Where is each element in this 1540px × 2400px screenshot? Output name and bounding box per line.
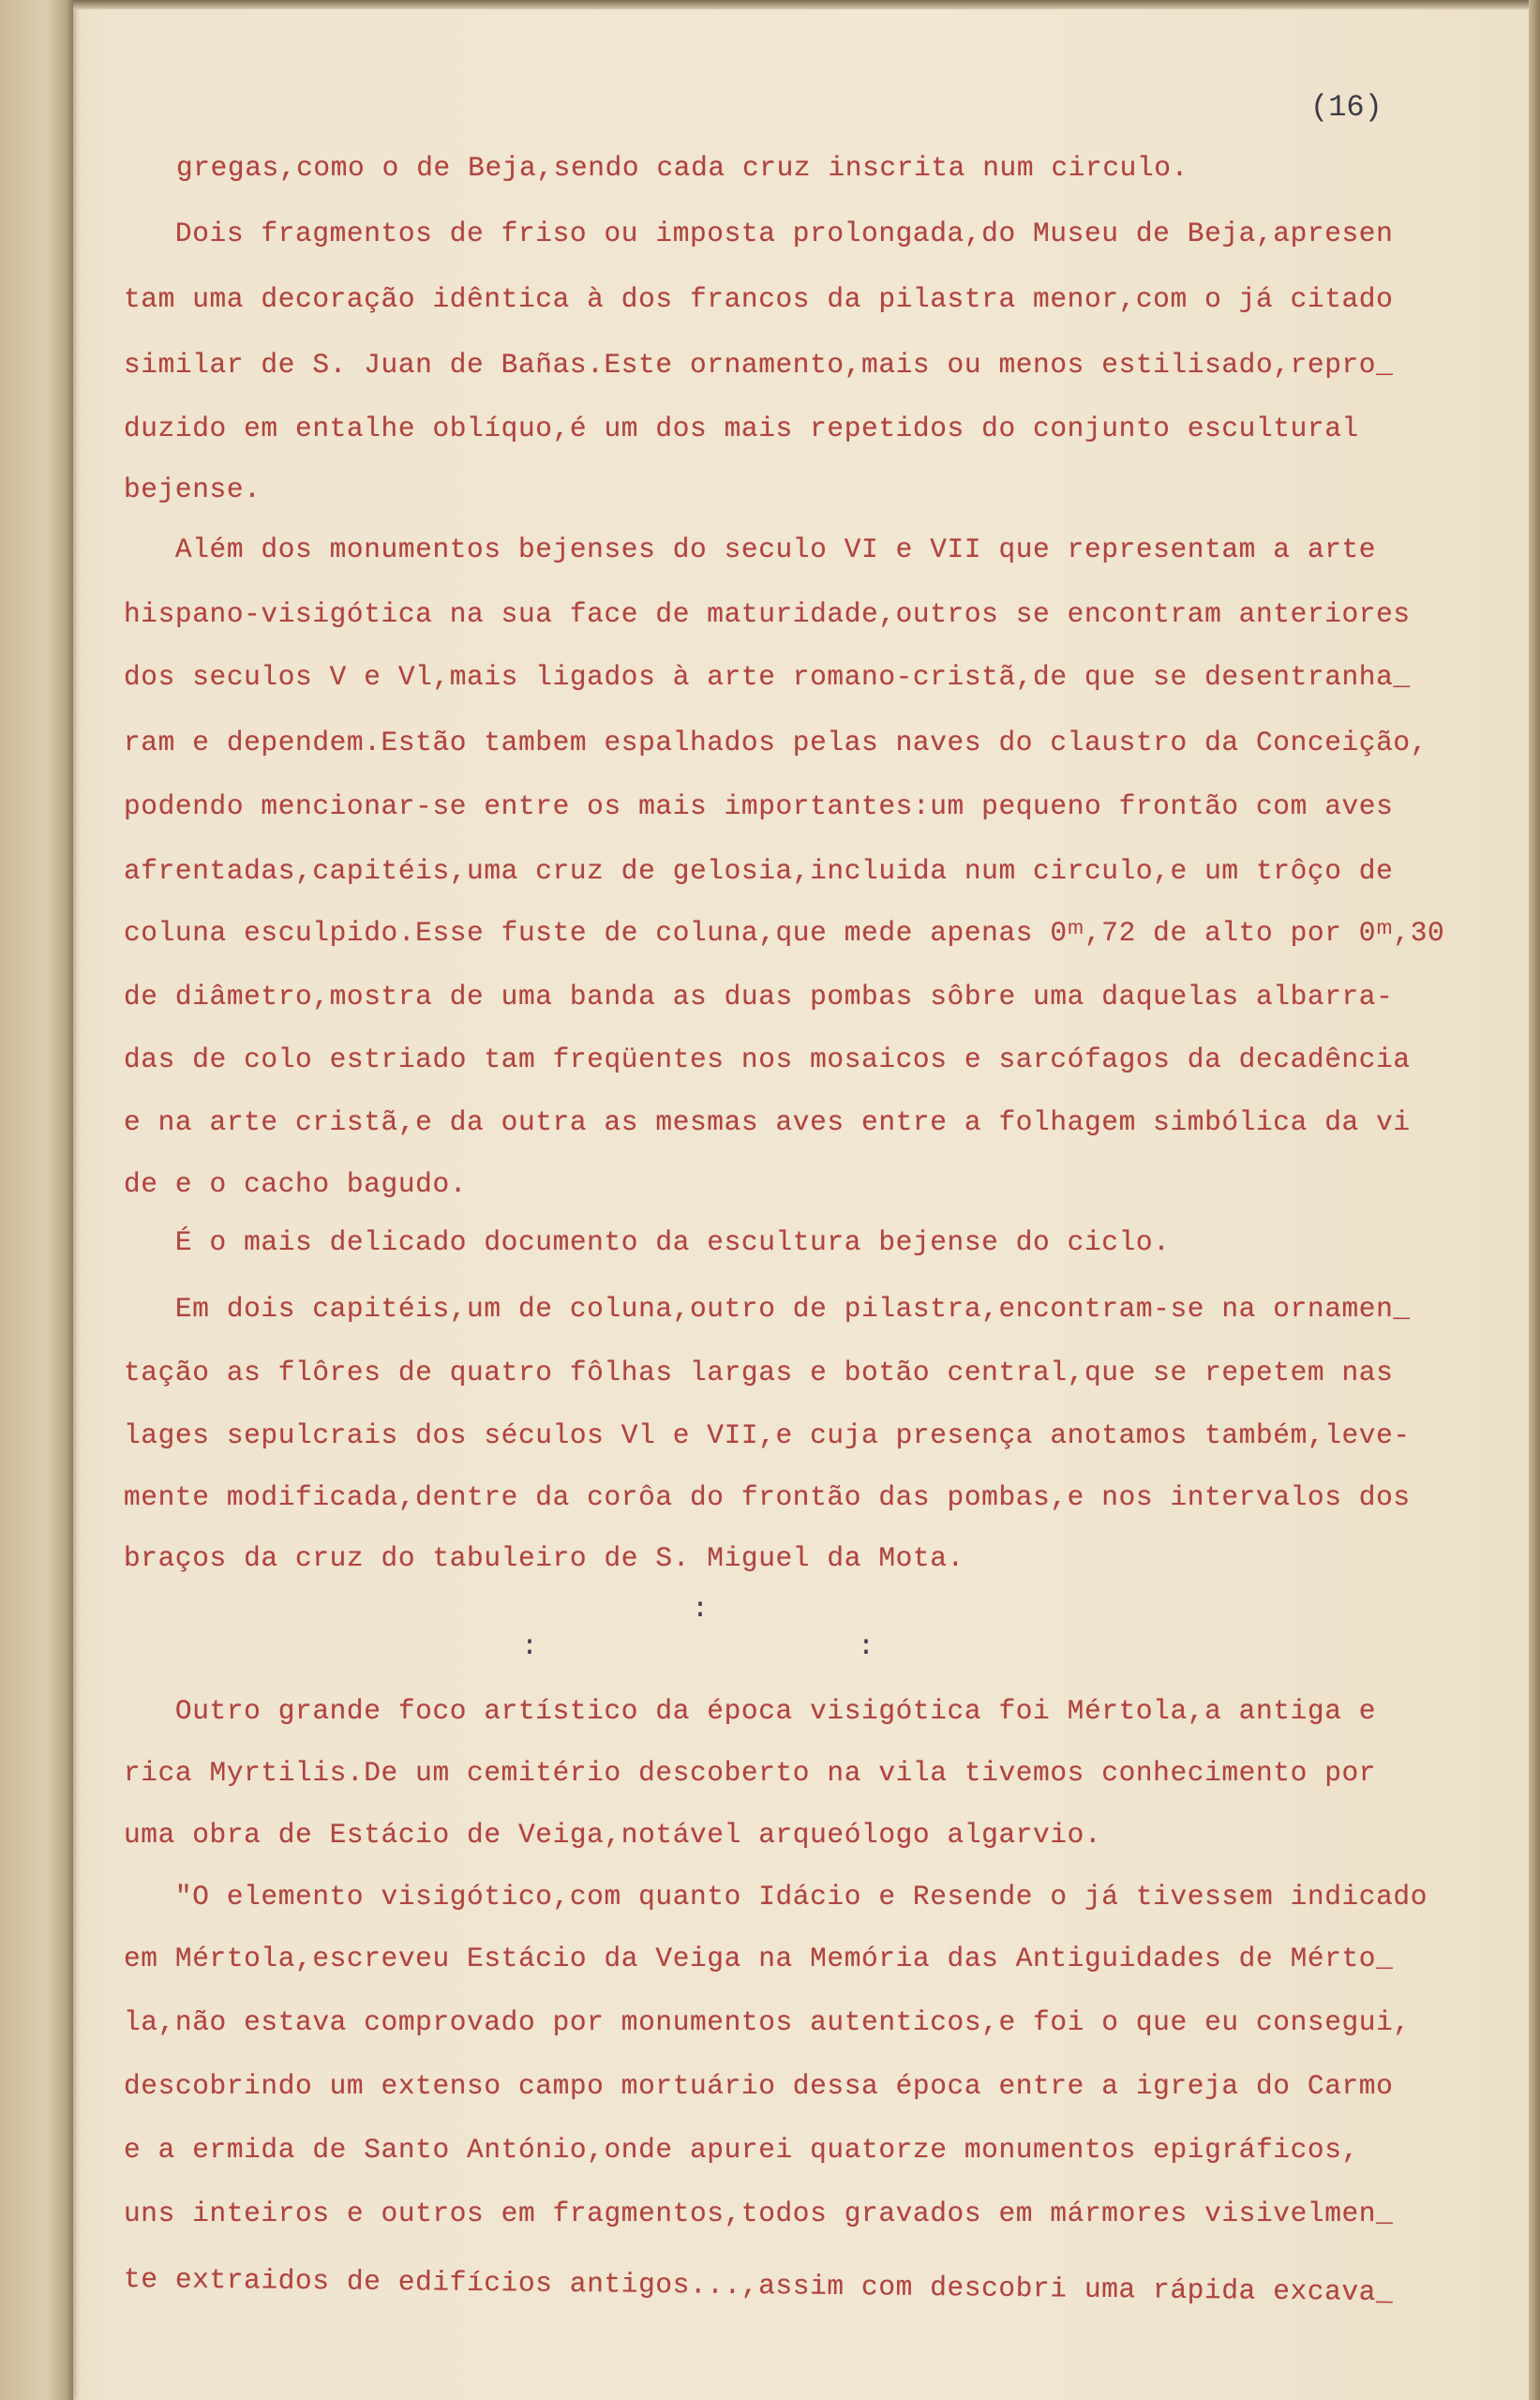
text-line: de diâmetro,mostra de uma banda as duas pombas sôbre uma daquelas albarra- [124, 981, 1394, 1012]
text-line: afrentadas,capitéis,uma cruz de gelosia,incluida num circulo,e um trôço de [124, 855, 1394, 887]
text-line: duzido em entalhe oblíquo,é um dos mais repetidos do conjunto escultural [124, 412, 1359, 444]
text-line: tam uma decoração idêntica à dos francos da pilastra menor,com o já citado [124, 283, 1394, 315]
text-line: dos seculos V e Vl,mais ligados à arte romano-cristã,de que se desentranha_ [124, 661, 1411, 693]
text-line: hispano-visigótica na sua face de maturidade,outros se encontram anteriores [124, 598, 1411, 630]
text-line: "O elemento visigótico,com quanto Idácio e Resende o já tivessem indicado [124, 1881, 1428, 1912]
text-line: Outro grande foco artístico da época visigótica foi Mértola,a antiga e [124, 1695, 1377, 1727]
text-line: te extraidos de edifícios antigos...,assim com descobri uma rápida excava_ [123, 2263, 1394, 2309]
book-spine [0, 0, 73, 2400]
text-line: rica Myrtilis.De um cemitério descoberto na vila tivemos conhecimento por [124, 1757, 1377, 1789]
text-line: lages sepulcrais dos séculos Vl e VII,e cuja presença anotamos também,leve- [124, 1419, 1411, 1451]
text-line: uma obra de Estácio de Veiga,notável arqueólogo algarvio. [124, 1819, 1102, 1851]
text-line: e na arte cristã,e da outra as mesmas aves entre a folhagem simbólica da vi [124, 1106, 1411, 1138]
text-line: coluna esculpido.Esse fuste de coluna,que mede apenas 0ᵐ,72 de alto por 0ᵐ,30 [124, 917, 1445, 949]
text-line: descobrindo um extenso campo mortuário dessa época entre a igreja do Carmo [124, 2070, 1394, 2102]
text-line: la,não estava comprovado por monumentos autenticos,e foi o que eu consegui, [124, 2006, 1411, 2038]
text-line: Dois fragmentos de friso ou imposta prolongada,do Museu de Beja,apresen [124, 218, 1394, 249]
section-separator: : [521, 1631, 539, 1663]
text-line: bejense. [124, 473, 262, 505]
text-line: gregas,como o de Beja,sendo cada cruz inscrita num circulo. [176, 152, 1189, 184]
text-line: e a ermida de Santo António,onde apurei quatorze monumentos epigráficos, [124, 2134, 1359, 2166]
text-line: Em dois capitéis,um de coluna,outro de pilastra,encontram-se na ornamen_ [124, 1293, 1411, 1325]
text-line: É o mais delicado documento da escultura bejense do ciclo. [124, 1226, 1171, 1258]
text-line: tação as flôres de quatro fôlhas largas e botão central,que se repetem nas [124, 1357, 1394, 1388]
text-line: podendo mencionar-se entre os mais importantes:um pequeno frontão com aves [124, 790, 1394, 822]
section-separator: : [858, 1631, 875, 1663]
text-line: de e o cacho bagudo. [124, 1168, 468, 1200]
page-number: (16) [1310, 90, 1383, 125]
page-top-edge [73, 0, 1540, 9]
text-line: uns inteiros e outros em fragmentos,todos gravados em mármores visivelmen_ [124, 2198, 1394, 2229]
text-line: em Mértola,escreveu Estácio da Veiga na Memória das Antiguidades de Mérto_ [124, 1942, 1394, 1974]
page-right-edge [1529, 0, 1540, 2400]
text-line: ram e dependem.Estão tambem espalhados pelas naves do claustro da Conceição, [124, 727, 1428, 758]
text-line: das de colo estriado tam freqüentes nos mosaicos e sarcófagos da decadência [124, 1043, 1411, 1075]
text-line: braços da cruz do tabuleiro de S. Miguel da Mota. [124, 1542, 964, 1574]
text-line: mente modificada,dentre da corôa do frontão das pombas,e nos intervalos dos [124, 1481, 1411, 1513]
text-line: Além dos monumentos bejenses do seculo VI e VII que representam a arte [124, 533, 1377, 565]
section-separator: : [692, 1594, 710, 1626]
text-line: similar de S. Juan de Bañas.Este ornamento,mais ou menos estilisado,repro_ [124, 349, 1394, 381]
